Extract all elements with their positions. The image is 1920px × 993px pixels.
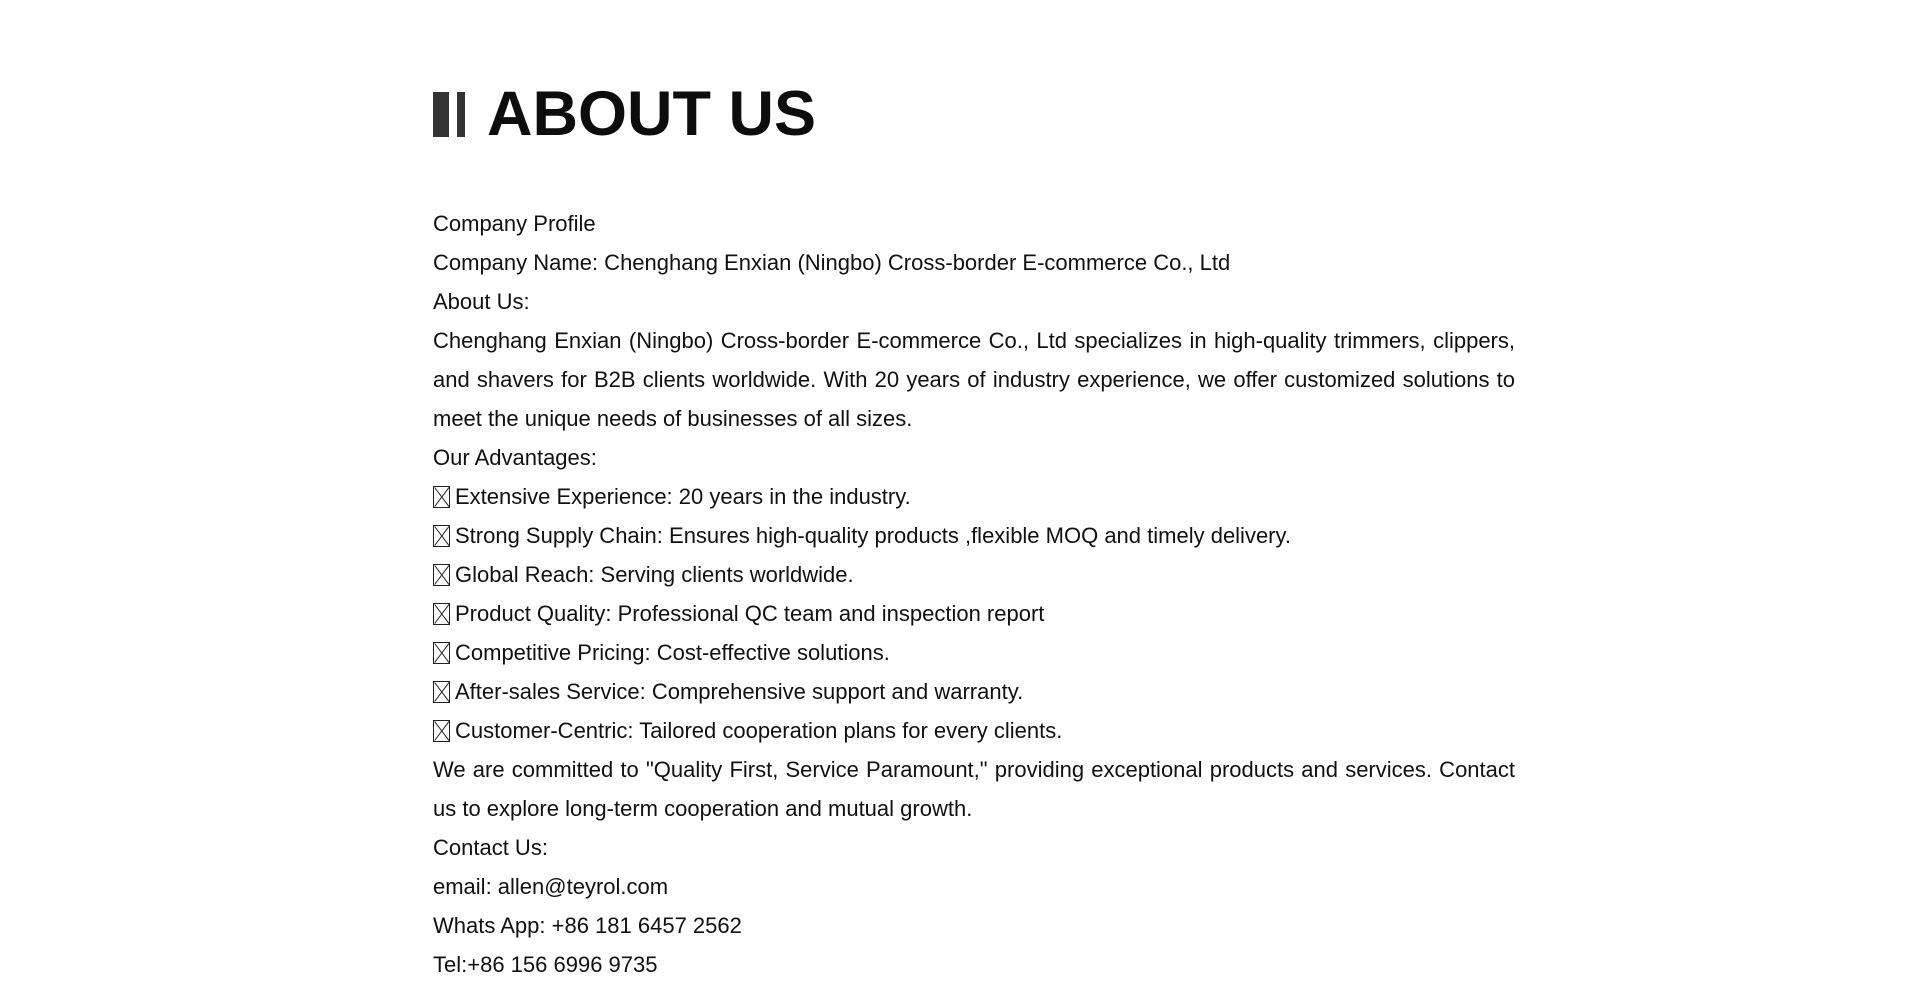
about-us-label: About Us: — [433, 289, 530, 314]
double-bar-icon — [433, 92, 465, 137]
section-label-company-profile: Company Profile — [433, 211, 596, 236]
list-item — [433, 711, 1515, 750]
list-item — [433, 477, 1515, 516]
list-item — [433, 516, 1515, 555]
advantage-text: Extensive Experience: 20 years in the industry. — [455, 484, 911, 509]
advantages-list — [433, 477, 1515, 750]
list-item — [433, 555, 1515, 594]
contact-email[interactable]: email: allen@teyrol.com — [433, 874, 669, 899]
checkbox-x-icon — [433, 681, 450, 703]
advantage-text: Customer-Centric: Tailored cooperation plans for every clients. — [455, 718, 1063, 743]
advantage-text: Competitive Pricing: Cost-effective solutions. — [455, 640, 890, 665]
page-title: ABOUT US — [487, 79, 816, 149]
contact-tel[interactable]: Tel:+86 156 6996 9735 — [433, 952, 658, 977]
about-content — [433, 204, 1515, 984]
checkbox-x-icon — [433, 486, 450, 508]
checkbox-x-icon — [433, 642, 450, 664]
contact-whatsapp[interactable]: Whats App: +86 181 6457 2562 — [433, 913, 742, 938]
advantage-text: Strong Supply Chain: Ensures high-quality products ,flexible MOQ and timely delivery. — [455, 523, 1291, 548]
list-item — [433, 594, 1515, 633]
checkbox-x-icon — [433, 603, 450, 625]
list-item — [433, 633, 1515, 672]
advantage-text: Global Reach: Serving clients worldwide. — [455, 562, 854, 587]
about-us-text: Chenghang Enxian (Ningbo) Cross-border E-commerce Co., Ltd specializes in high-quality trimmers, clippers, and shavers for B2B clients worldwide. With 20 years of industry experience, we offer customized solutions to meet the unique needs of businesses of all sizes. — [433, 328, 1515, 431]
list-item — [433, 672, 1515, 711]
checkbox-x-icon — [433, 525, 450, 547]
checkbox-x-icon — [433, 720, 450, 742]
advantage-text: Product Quality: Professional QC team and inspection report — [455, 601, 1045, 626]
checkbox-x-icon — [433, 564, 450, 586]
advantages-label: Our Advantages: — [433, 445, 597, 470]
contact-label: Contact Us: — [433, 835, 548, 860]
advantage-text: After-sales Service: Comprehensive support and warranty. — [455, 679, 1024, 704]
commitment-text: We are committed to "Quality First, Service Paramount," providing exceptional products and services. Contact us to explore long-term cooperation and mutual growth. — [433, 757, 1515, 821]
page-heading — [433, 78, 816, 150]
company-name: Company Name: Chenghang Enxian (Ningbo) Cross-border E-commerce Co., Ltd — [433, 250, 1231, 275]
